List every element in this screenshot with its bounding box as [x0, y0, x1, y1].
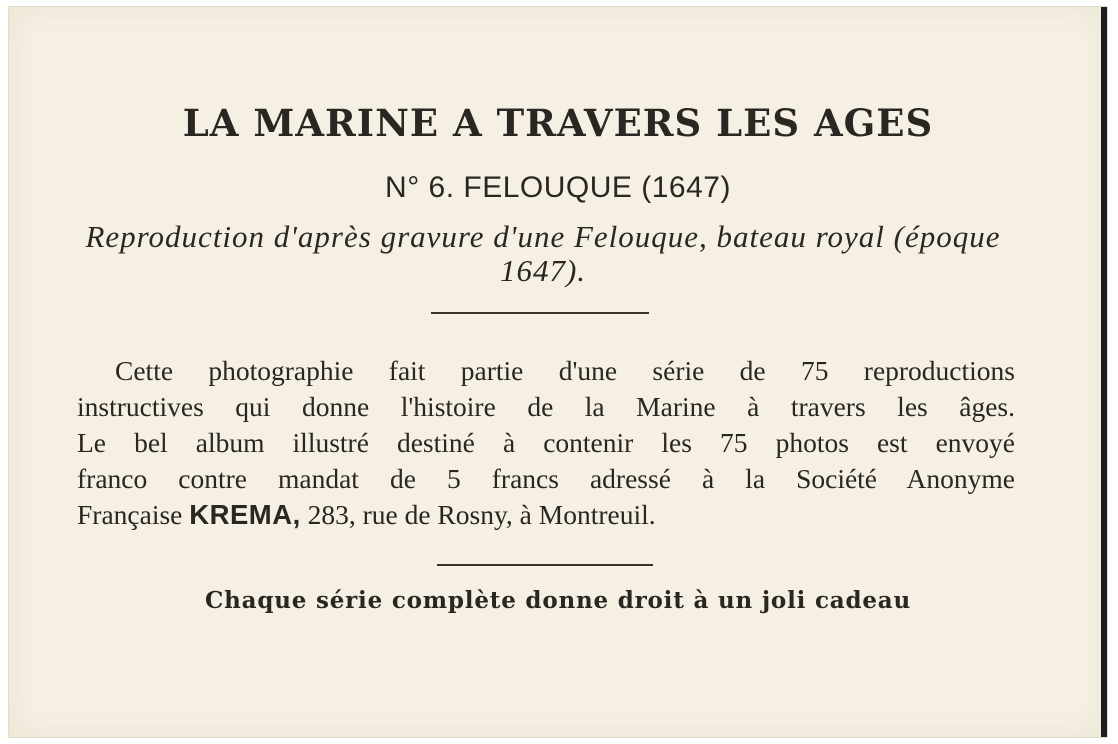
- body-line-2: instructives qui donne l'histoire de la Marine à travers les âges.: [77, 391, 1015, 422]
- divider-top: [431, 312, 649, 314]
- body-line-1: Cette photographie fait partie d'une série de 75 reproductions: [115, 355, 1015, 386]
- card-description: Reproduction d'après gravure d'une Felouque, bateau royal (époque 1647).: [85, 219, 1001, 288]
- body-paragraph: [77, 353, 1015, 533]
- card-footer: Chaque série complète donne droit à un joli cadeau: [204, 587, 912, 614]
- card-edge-shadow: [1101, 7, 1107, 737]
- body-line-3: Le bel album illustré destiné à contenir les 75 photos est envoyé: [77, 427, 1015, 458]
- brand-name: KREMA,: [189, 499, 301, 530]
- body-line-5: [77, 497, 1015, 533]
- card-subtitle: N° 6. FELOUQUE (1647): [385, 171, 731, 204]
- card-title: LA MARINE A TRAVERS LES AGES: [182, 101, 934, 145]
- trading-card: [8, 6, 1108, 738]
- body-line-5-suffix: 283, rue de Rosny, à Montreuil.: [307, 499, 656, 530]
- divider-bottom: [437, 564, 653, 566]
- body-line-4: franco contre mandat de 5 francs adressé à la Société Anonyme: [77, 463, 1015, 494]
- body-line-5-prefix: Française: [77, 499, 183, 530]
